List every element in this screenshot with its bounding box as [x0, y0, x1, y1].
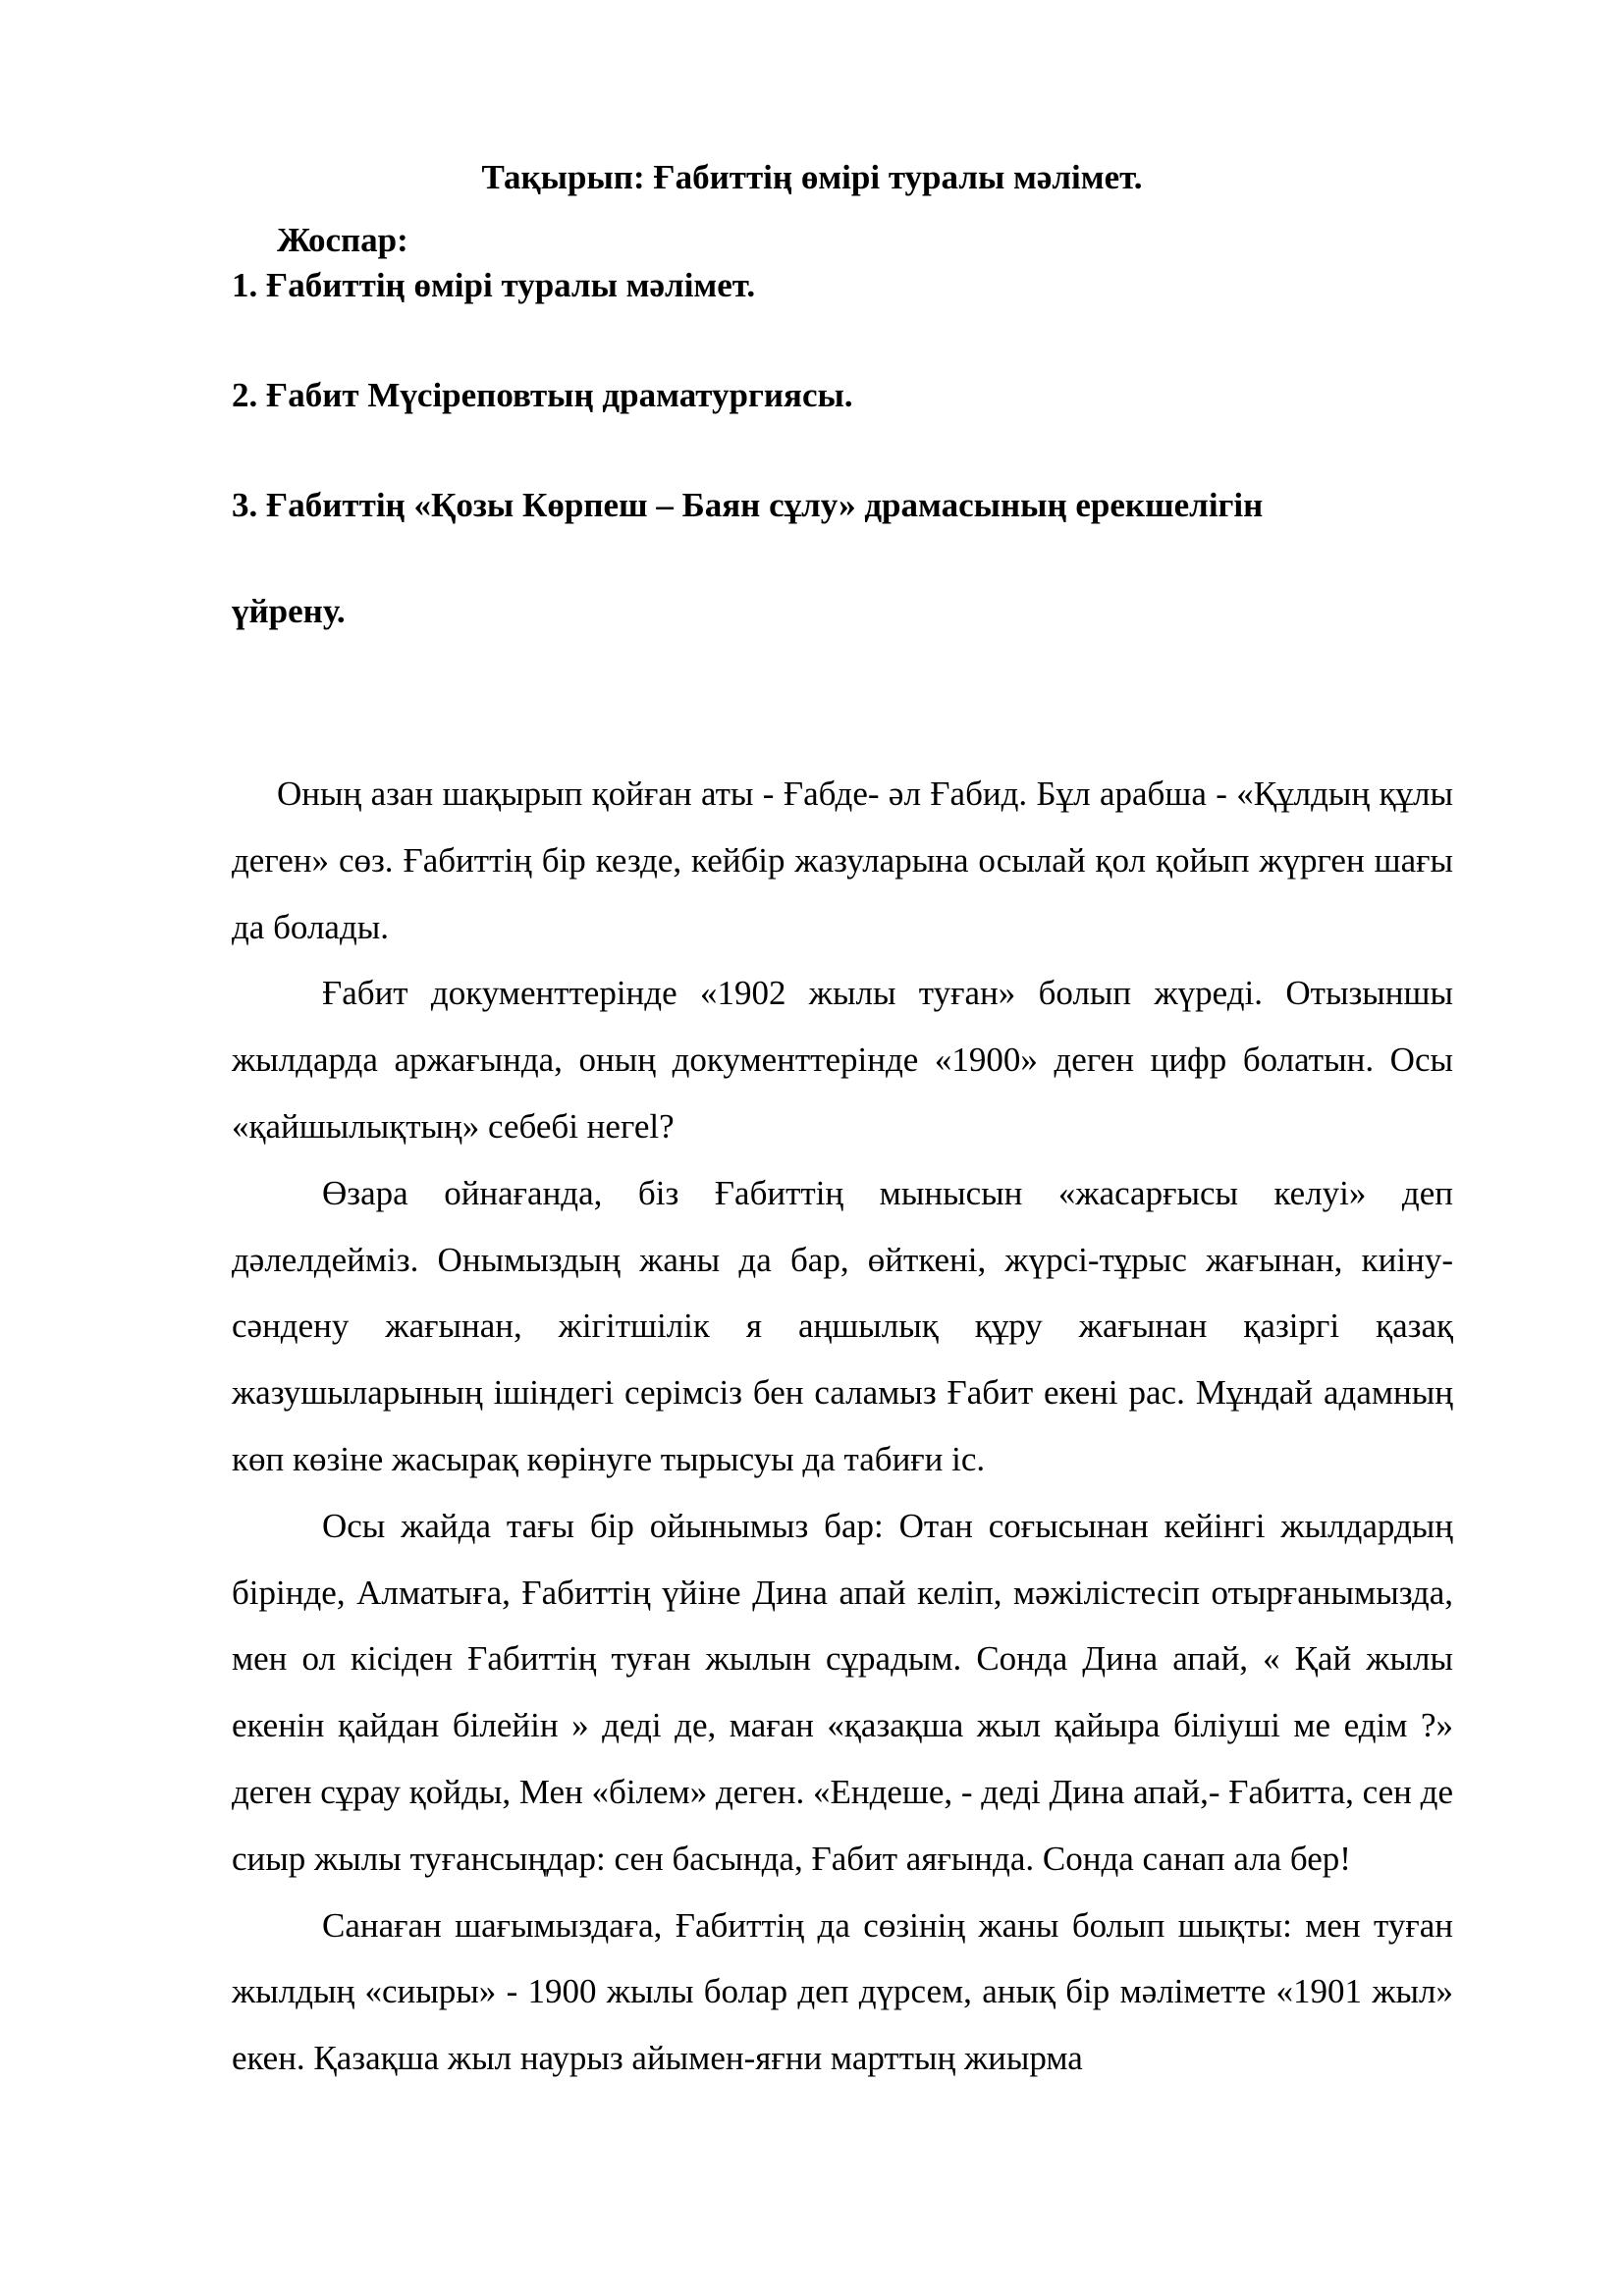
paragraph-4: Осы жайда тағы бір ойынымыз бар: Отан соғысынан кейінгі жылдардың бірінде, Алматыға, Ғабиттің үйіне Дина апай келіп, мәжілістесіп отырғанымызда, мен ол кісіден Ғабиттің туған жылын сұрадым. Сонда Дина апай, « Қай жылы екенін қайдан білейін » деді де, маған «қазақша жыл қайыра біліуші ме едім ?» деген сұрау қойды, Мен «білем» деген. «Ендеше, - деді Дина апай,- Ғабитта, сен де сиыр жылы туғансыңдар: сен басында, Ғабит аяғында. Сонда санап ала бер! — [232, 1506, 1453, 1878]
plan-item-3: 3. Ғабиттің «Қозы Көрпеш – Баян сұлу» драмасының ерекшелігін — [232, 486, 1264, 524]
plan-item-2: 2. Ғабит Мүсіреповтың драматургиясы. — [232, 376, 853, 414]
page-title: Тақырып: Ғабиттің өмірі туралы мәлімет. — [481, 158, 1143, 196]
paragraph-1: Оның азан шақырып қойған аты - Ғабде- әл Ғабид. Бұл арабша - «Құлдың құлы деген» сөз. Ғабиттің бір кезде, кейбір жазуларына осылай қол қойып жүрген шағы да болады. — [232, 774, 1453, 946]
plan-item-1: 1. Ғабиттің өмірі туралы мәлімет. — [232, 266, 756, 304]
body-text — [232, 761, 1453, 2092]
paragraph-3: Өзара ойнағанда, біз Ғабиттің мынысын «жасарғысы келуі» деп дәлелдейміз. Онымыздың жаны да бар, өйткені, жүрсі-тұрыс жағынан, киіну- сәндену жағынан, жігітшілік я аңшылық құру жағынан қазіргі қазақ жазушыларының ішіндегі серімсіз бен саламыз Ғабит екені рас. Мұндай адамның көп көзіне жасырақ көрінуге тырысуы да табиғи іс. — [232, 1173, 1453, 1478]
plan-heading: Жоспар: — [277, 221, 408, 259]
paragraph-2: Ғабит документтерінде «1902 жылы туған» болып жүреді. Отызыншы жылдарда аржағында, оның документтерінде «1900» деген цифр болатын. Осы «қайшылықтың» себебі негеl? — [232, 974, 1453, 1146]
paragraph-5: Санаған шағымыздаға, Ғабиттің да сөзінің жаны болып шықты: мен туған жылдың «сиыры» - 1900 жылы болар деп дүрсем, анық бір мәліметте «1901 жыл» екен. Қазақша жыл наурыз айымен-яғни марттың жиырма — [232, 1905, 1453, 2078]
plan-item-3-continuation: үйрену. — [232, 592, 346, 630]
